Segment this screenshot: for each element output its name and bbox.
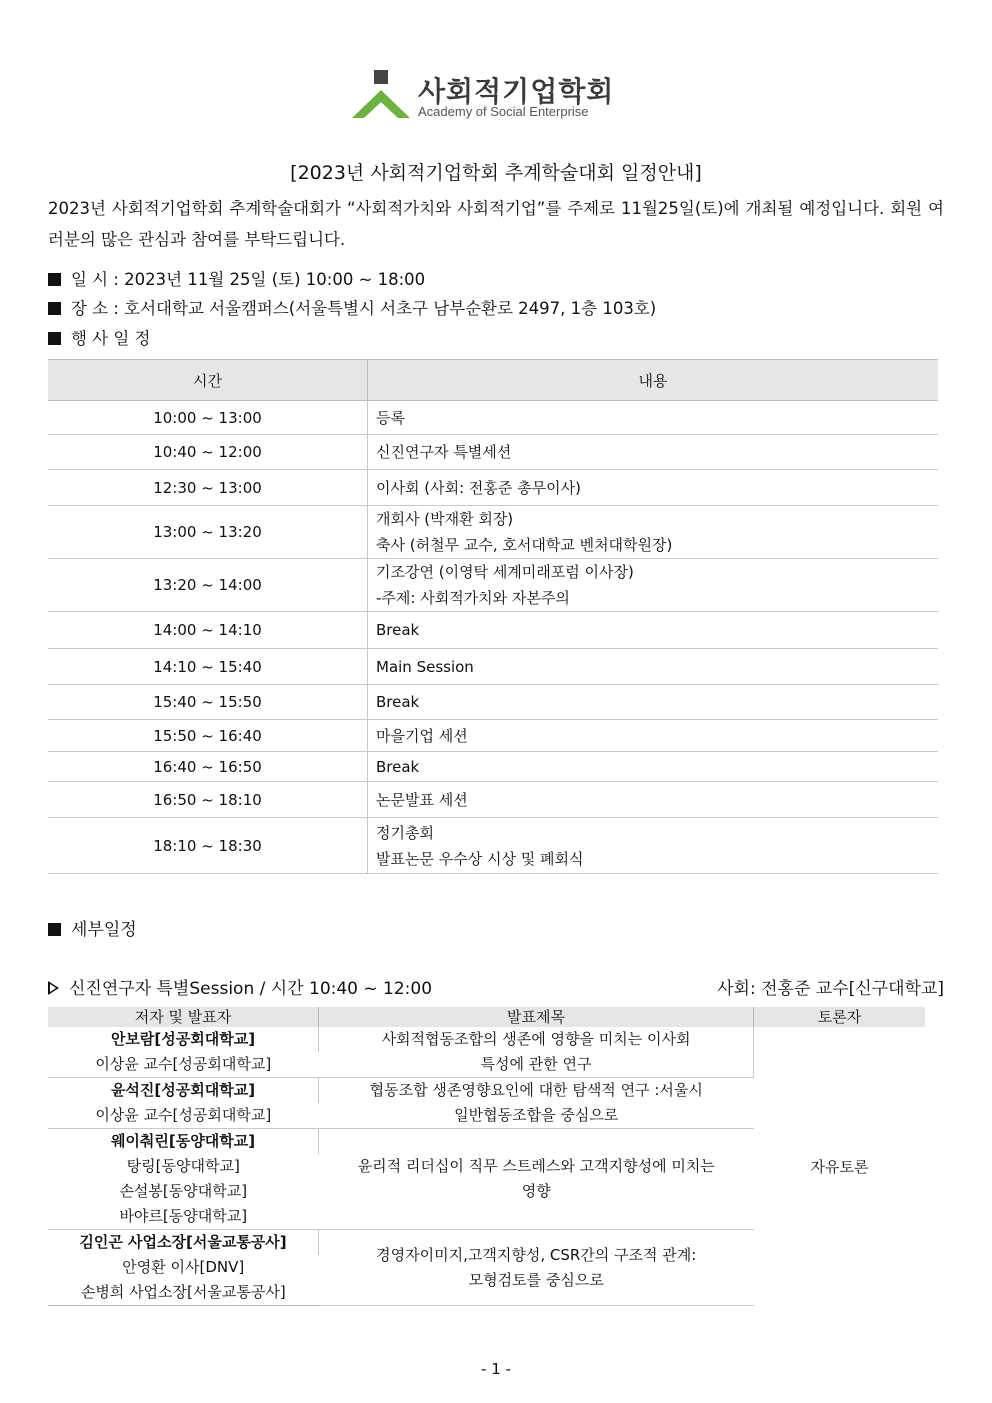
square-bullet-icon xyxy=(48,332,61,345)
schedule-time: 15:50 ~ 16:40 xyxy=(48,720,368,752)
paper-title xyxy=(319,1129,754,1230)
paper-title-line: 모형검토를 중심으로 xyxy=(468,1270,604,1289)
table-row xyxy=(48,612,938,649)
co-author: 손병희 사업소장[서울교통공사] xyxy=(48,1280,319,1306)
co-author: 이상윤 교수[성공회대학교] xyxy=(48,1052,319,1078)
schedule-header-time: 시간 xyxy=(48,360,368,401)
schedule-content-line: Main Session xyxy=(376,657,474,676)
event-venue: 장 소 : 호서대학교 서울캠퍼스(서울특별시 서초구 남부순환로 2497, 1층 103호) xyxy=(48,295,656,319)
schedule-content xyxy=(368,435,939,470)
table-row xyxy=(48,649,938,685)
schedule-time: 12:30 ~ 13:00 xyxy=(48,470,368,506)
table-row xyxy=(48,685,938,720)
paper-title-line: 영향 xyxy=(521,1182,551,1200)
paper-title-line: 경영자이미지,고객지향성, CSR간의 구조적 관계: xyxy=(376,1245,697,1264)
table-row xyxy=(48,720,938,752)
triangle-bullet-icon xyxy=(48,981,59,995)
schedule-content xyxy=(368,559,939,612)
logo-subtitle: Academy of Social Enterprise xyxy=(418,104,589,119)
lead-author: 윤석진[성공회대학교] xyxy=(48,1078,319,1104)
schedule-content-line: 신진연구자 특별세션 xyxy=(376,443,512,461)
table-row xyxy=(48,559,938,612)
session-title: 신진연구자 특별Session / 시간 10:40 ~ 12:00 xyxy=(69,979,433,999)
schedule-content-line: 축사 (허철무 교수, 호서대학교 벤처대학원장) xyxy=(376,536,673,554)
session-detail-table xyxy=(48,1007,925,1306)
table-row xyxy=(48,818,938,874)
discussant: 자유토론 xyxy=(810,1157,869,1176)
logo-title: 사회적기업학회 xyxy=(418,75,615,108)
schedule-time: 16:50 ~ 18:10 xyxy=(48,782,368,818)
lead-author: 김인곤 사업소장[서울교통공사] xyxy=(48,1230,319,1256)
schedule-time: 14:10 ~ 15:40 xyxy=(48,649,368,685)
paper-title-line: 협동조합 생존영향요인에 대한 탐색적 연구 :서울시 xyxy=(369,1081,703,1099)
detail-header-title: 발표제목 xyxy=(319,1007,754,1027)
co-author: 손설봉[동양대학교] xyxy=(119,1182,248,1200)
schedule-content xyxy=(368,470,939,506)
co-author: 바야르[동양대학교] xyxy=(48,1204,319,1230)
schedule-content-line: Break xyxy=(376,757,420,776)
paper-title-line: 사회적협동조합의 생존에 영향을 미치는 이사회 xyxy=(381,1030,691,1048)
paper-title-line: 일반협동조합을 중심으로 xyxy=(454,1106,619,1124)
schedule-content-line: Break xyxy=(376,693,420,711)
schedule-content xyxy=(368,752,939,782)
table-row xyxy=(48,470,938,506)
schedule-time: 10:00 ~ 13:00 xyxy=(48,401,368,435)
academy-logo xyxy=(352,70,652,120)
schedule-time: 14:00 ~ 14:10 xyxy=(48,612,368,649)
square-bullet-icon xyxy=(48,273,61,286)
lead-author: 안보람[성공회대학교] xyxy=(48,1027,319,1052)
schedule-content xyxy=(368,506,939,559)
detail-header-discussant: 토론자 xyxy=(754,1007,926,1027)
session-heading xyxy=(48,974,944,999)
schedule-content xyxy=(368,685,939,720)
event-date: 일 시 : 2023년 11월 25일 (토) 10:00 ~ 18:00 xyxy=(48,266,425,290)
schedule-time: 13:00 ~ 13:20 xyxy=(48,506,368,559)
schedule-content-line: 발표논문 우수상 시상 및 폐회식 xyxy=(376,849,584,868)
schedule-content-line: Break xyxy=(376,621,420,639)
schedule-content-line: 개회사 (박재환 회장) xyxy=(376,510,514,528)
table-row xyxy=(48,435,938,470)
co-author: 탕링[동양대학교] xyxy=(126,1157,240,1175)
schedule-content xyxy=(368,720,939,752)
detail-heading: 세부일정 xyxy=(48,915,137,940)
schedule-content-line: -주제: 사회적가치와 자본주의 xyxy=(376,589,570,607)
logo-mark-icon xyxy=(352,70,414,118)
schedule-content xyxy=(368,818,939,874)
detail-header-authors: 저자 및 발표자 xyxy=(48,1007,319,1027)
schedule-content-line: 이사회 (사회: 전홍준 총무이사) xyxy=(376,478,581,497)
schedule-content xyxy=(368,782,939,818)
schedule-time: 18:10 ~ 18:30 xyxy=(48,818,368,874)
table-row xyxy=(48,1027,925,1052)
square-bullet-icon xyxy=(48,302,61,315)
table-row xyxy=(48,506,938,559)
schedule-heading: 행 사 일 정 xyxy=(48,325,151,349)
co-author: 안영환 이사[DNV] xyxy=(122,1258,245,1276)
schedule-content xyxy=(368,649,939,685)
schedule-time: 10:40 ~ 12:00 xyxy=(48,435,368,470)
document-title: [2023년 사회적기업학회 추계학술대회 일정안내] xyxy=(290,162,702,184)
schedule-time: 16:40 ~ 16:50 xyxy=(48,752,368,782)
schedule-time: 13:20 ~ 14:00 xyxy=(48,559,368,612)
session-moderator: 사회: 전홍준 교수[신구대학교] xyxy=(717,979,944,999)
table-row xyxy=(48,782,938,818)
paper-title-line: 윤리적 리더십이 직무 스트레스와 고객지향성에 미치는 xyxy=(357,1157,715,1175)
schedule-content-line: 마을기업 세션 xyxy=(376,726,468,745)
schedule-content-line: 논문발표 세션 xyxy=(376,790,468,809)
intro-paragraph: 2023년 사회적기업학회 추계학술대회가 “사회적가치와 사회적기업”를 주제로 11월25일(토)에 개최될 예정입니다. 회원 여러분의 많은 관심과 참여를 부탁드립니다. xyxy=(48,199,944,249)
schedule-table xyxy=(48,359,938,874)
schedule-content xyxy=(368,612,939,649)
paper-title xyxy=(319,1027,754,1078)
schedule-content xyxy=(368,401,939,435)
lead-author: 웨이춰린[동양대학교] xyxy=(48,1129,319,1155)
schedule-time: 15:40 ~ 15:50 xyxy=(48,685,368,720)
paper-title xyxy=(319,1078,754,1129)
page-number: - 1 - xyxy=(481,1360,511,1378)
square-bullet-icon xyxy=(48,923,61,936)
paper-title xyxy=(319,1230,754,1306)
table-row xyxy=(48,401,938,435)
schedule-content-line: 기조강연 (이영탁 세계미래포럼 이사장) xyxy=(376,563,634,581)
schedule-content-line: 정기총회 xyxy=(376,823,434,842)
schedule-header-content: 내용 xyxy=(368,360,939,401)
paper-title-line: 특성에 관한 연구 xyxy=(480,1055,592,1073)
schedule-content-line: 등록 xyxy=(376,408,405,427)
table-row xyxy=(48,752,938,782)
co-author: 이상윤 교수[성공회대학교] xyxy=(48,1103,319,1129)
